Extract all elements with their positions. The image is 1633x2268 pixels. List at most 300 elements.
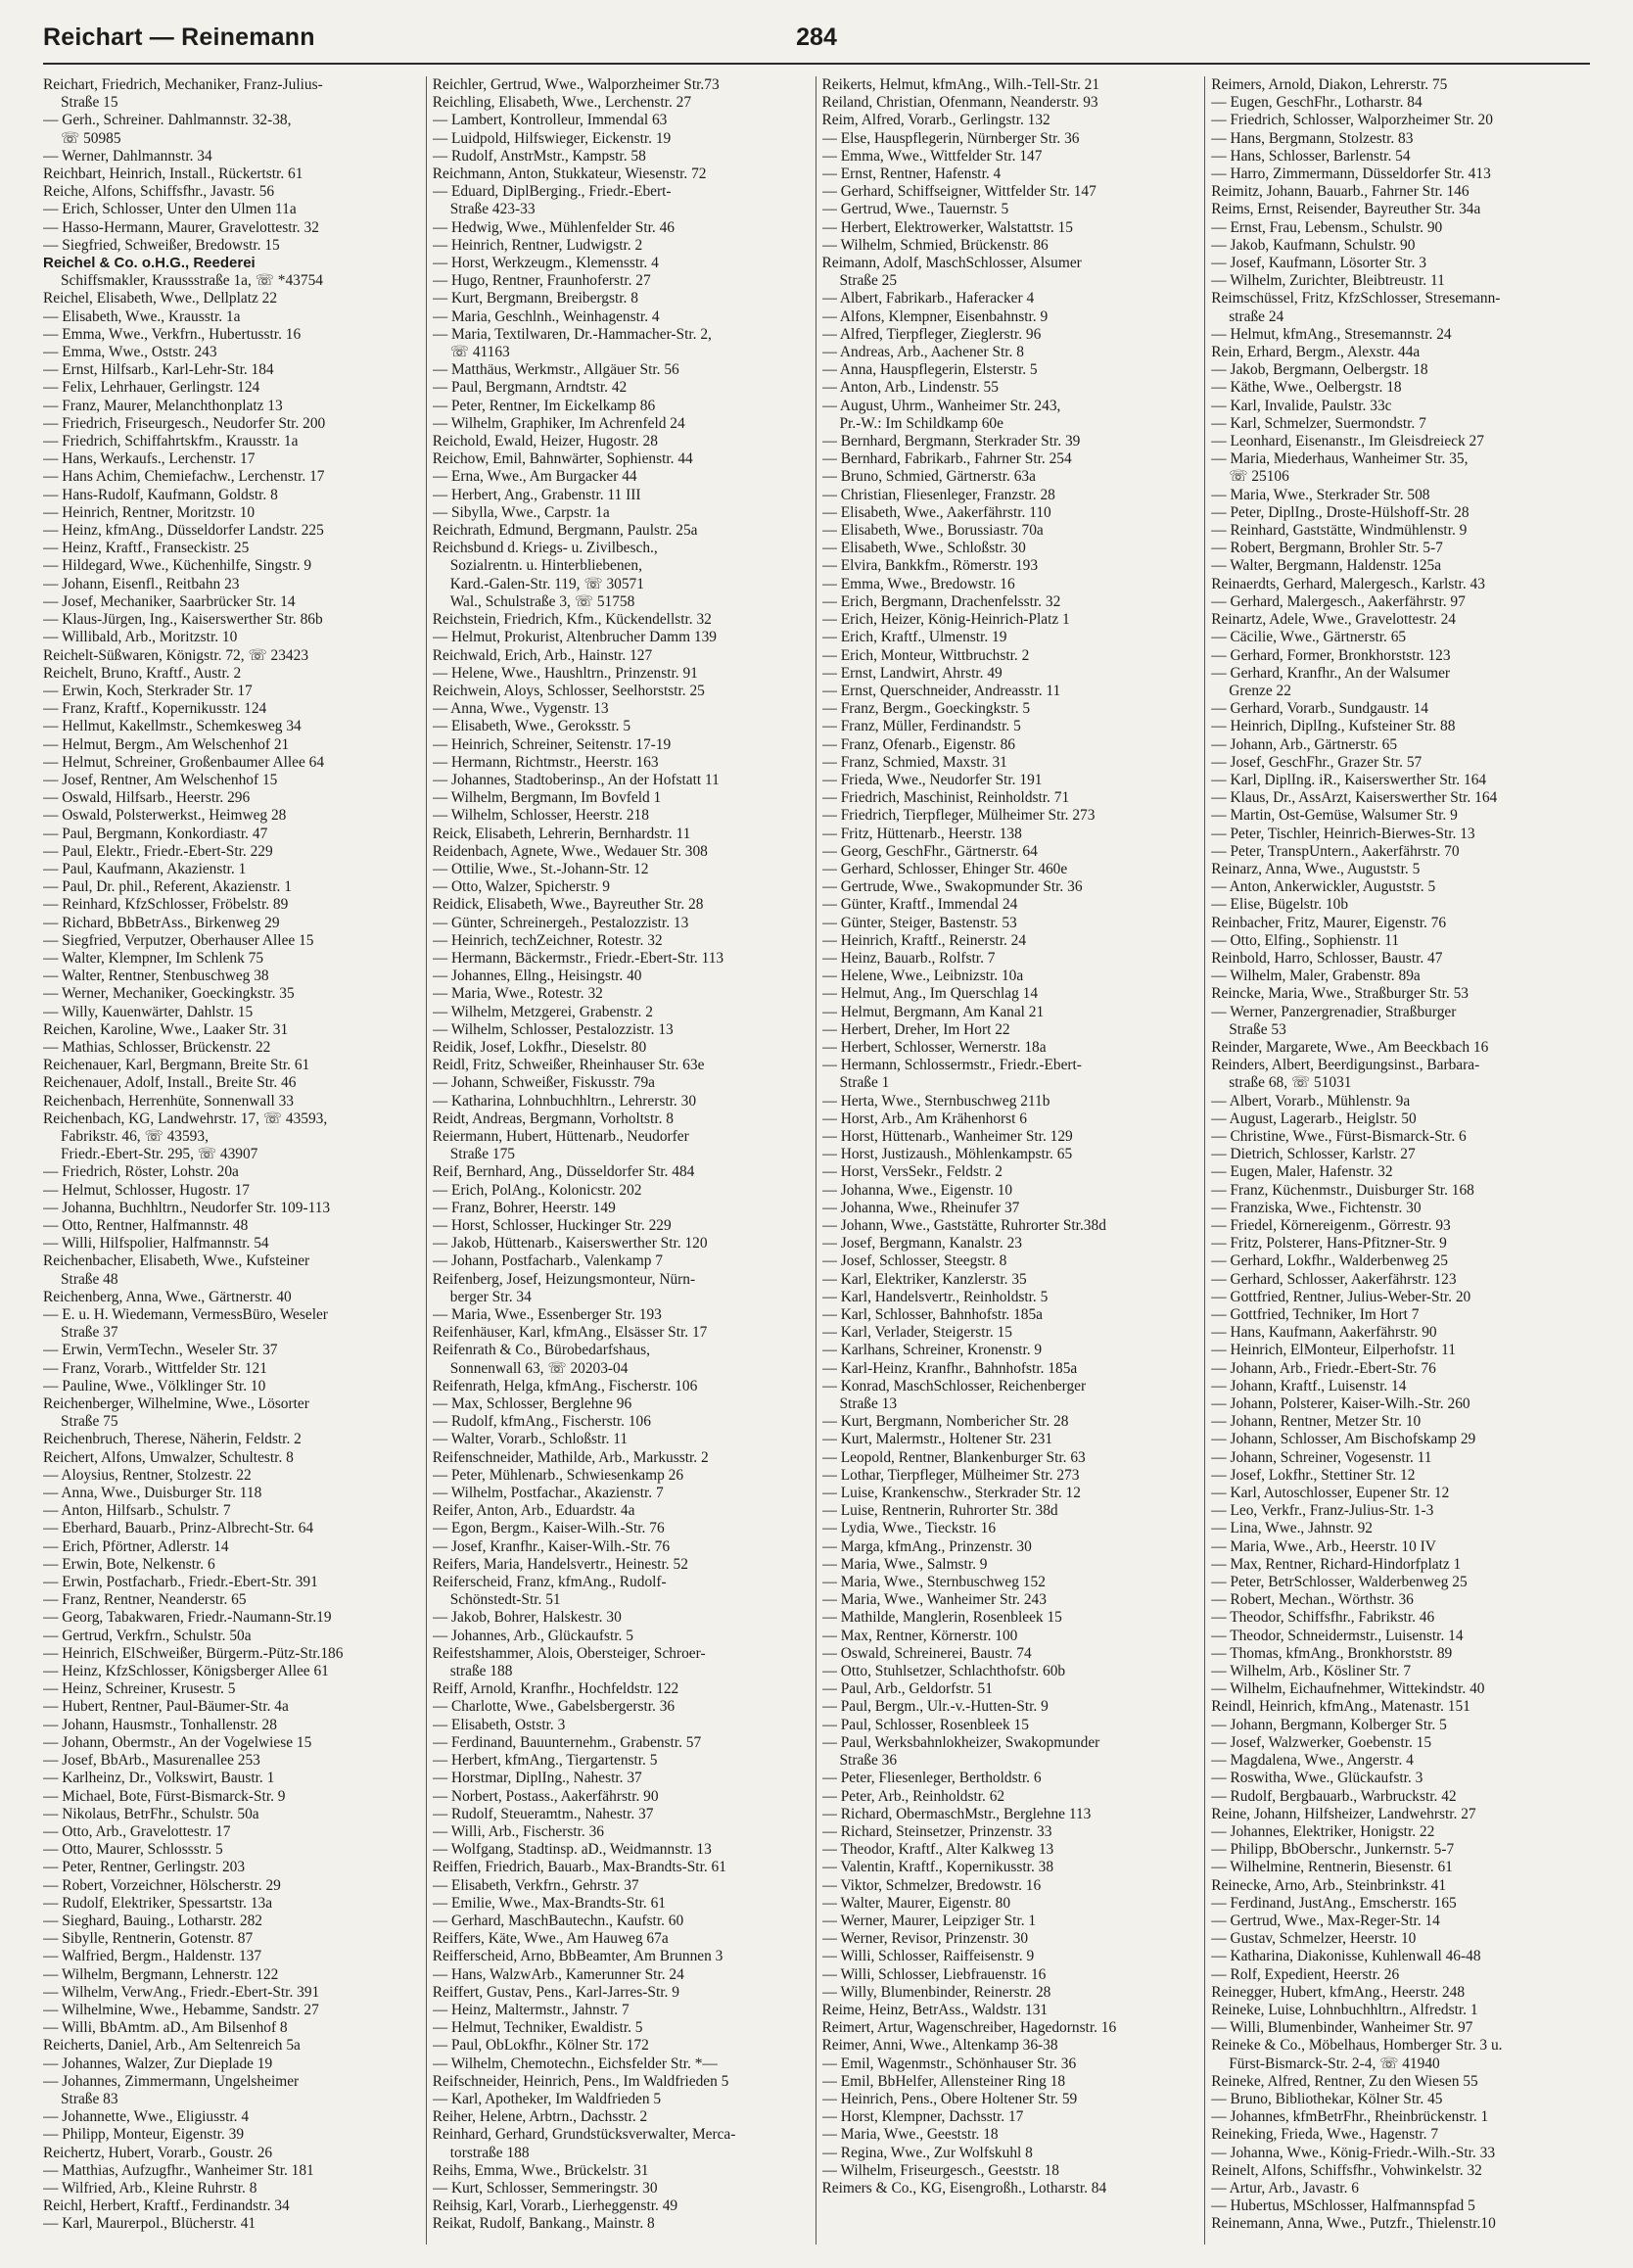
directory-entry: — Anton, Hilfsarb., Schulstr. 7 (43, 1502, 231, 1520)
directory-entry-continuation: straße 24 (1229, 307, 1284, 325)
directory-entry: — Franz, Bergm., Goeckingkstr. 5 (821, 700, 1031, 718)
directory-entry: — Emma, Wwe., Wittfelder Str. 147 (821, 147, 1043, 165)
directory-entry: — Jakob, Bohrer, Halskestr. 30 (432, 1609, 622, 1627)
directory-entry: Reichler, Gertrud, Wwe., Walporzheimer Str.73 (432, 76, 720, 93)
directory-entry: — Josef, Rentner, Am Welschenhof 15 (43, 771, 278, 788)
directory-entry: — Wilhelm, Schmied, Brückenstr. 86 (821, 236, 1049, 254)
directory-entry: — Lothar, Tierpfleger, Mülheimer Str. 273 (821, 1466, 1080, 1484)
directory-entry: — Anton, Arb., Lindenstr. 55 (821, 379, 999, 397)
directory-entry: — Andreas, Arb., Aachener Str. 8 (821, 344, 1024, 361)
page-number: 284 (796, 24, 837, 51)
directory-entry: — Bernhard, Fabrikarb., Fahrner Str. 254 (821, 450, 1072, 468)
directory-entry: — Mathilde, Manglerin, Rosenbleek 15 (821, 1609, 1062, 1627)
directory-entry: — Luidpold, Hilfswieger, Eickenstr. 19 (432, 129, 672, 147)
directory-entry: — Josef, Kaufmann, Lösorter Str. 3 (1211, 255, 1426, 272)
directory-entry: — Lina, Wwe., Jahnstr. 92 (1211, 1520, 1373, 1537)
directory-entry-continuation: Pr.-W.: Im Schildkamp 60e (839, 414, 1003, 432)
directory-entry: — Helmut, Prokurist, Altenbrucher Damm 139 (432, 629, 717, 646)
directory-entry: — Johann, Eisenfl., Reitbahn 23 (43, 575, 240, 592)
directory-entry: — Horstmar, DiplIng., Nahestr. 37 (432, 1770, 642, 1787)
directory-entry: — Bernhard, Bergmann, Sterkrader Str. 39 (821, 433, 1081, 450)
directory-entry: — Roswitha, Wwe., Glückaufstr. 3 (1211, 1770, 1423, 1787)
directory-entry: — Friedrich, Friseurgesch., Neudorfer Str. 200 (43, 414, 326, 432)
directory-entry: — Wilfried, Arb., Kleine Ruhrstr. 8 (43, 2179, 257, 2197)
directory-entry: — Franz, Bohrer, Heerstr. 149 (432, 1199, 616, 1216)
directory-entry: — Johannes, Walzer, Zur Dieplade 19 (43, 2055, 273, 2072)
directory-entry: Reichrath, Edmund, Bergmann, Paulstr. 25a (432, 522, 698, 540)
directory-entry: — Johannette, Wwe., Eligiusstr. 4 (43, 2108, 250, 2126)
directory-entry: — Gustav, Schmelzer, Heerstr. 10 (1211, 1930, 1417, 1948)
directory-entry: Reineke & Co., Möbelhaus, Homberger Str. 3 u. (1211, 2037, 1503, 2055)
directory-entry: — Erwin, Bote, Nelkenstr. 6 (43, 1555, 215, 1573)
directory-entry: Reichsbund d. Kriegs- u. Zivilbesch., (432, 540, 658, 557)
directory-entry: — Luise, Krankenschw., Sterkrader Str. 12 (821, 1485, 1081, 1502)
directory-entry: — Karl, Apotheker, Im Waldfrieden 5 (432, 2090, 662, 2107)
directory-entry: — Heinz, Bauarb., Rolfstr. 7 (821, 949, 996, 967)
directory-entry: — Willi, Arb., Fischerstr. 36 (432, 1822, 604, 1840)
directory-entry: Reichow, Emil, Bahnwärter, Sophienstr. 44 (432, 450, 693, 468)
directory-entry: — Günter, Steiger, Bastenstr. 53 (821, 914, 1017, 931)
directory-entry: — Hermann, Richtmstr., Heerstr. 163 (432, 753, 659, 771)
directory-entry-continuation: ☏ 25106 (1229, 468, 1289, 486)
directory-column-2 (426, 76, 816, 2244)
directory-entry: Reidick, Elisabeth, Wwe., Bayreuther Str. 28 (432, 896, 704, 914)
directory-entry-continuation: Straße 83 (61, 2090, 118, 2107)
directory-entry: Reiferscheid, Franz, kfmAng., Rudolf- (432, 1574, 667, 1591)
directory-entry: — Luise, Rentnerin, Ruhrorter Str. 38d (821, 1502, 1058, 1520)
page-header (43, 22, 1590, 65)
directory-entry: — Willy, Blumenbinder, Reinerstr. 28 (821, 1983, 1051, 2001)
directory-entry: — Johannes, Ellng., Heisingstr. 40 (432, 968, 642, 985)
directory-entry: Reims, Ernst, Reisender, Bayreuther Str. 34a (1211, 201, 1481, 218)
directory-entry-continuation: Kard.-Galen-Str. 119, ☏ 30571 (449, 575, 644, 592)
directory-entry: — Rolf, Expedient, Heerstr. 26 (1211, 1965, 1400, 1983)
directory-entry: — Paul, Arb., Geldorfstr. 51 (821, 1680, 993, 1698)
directory-entry: — Horst, Hüttenarb., Wanheimer Str. 129 (821, 1127, 1073, 1145)
directory-entry: — Ernst, Frau, Lebensm., Schulstr. 90 (1211, 218, 1443, 236)
directory-entry: — Erich, Kraftf., Ulmenstr. 19 (821, 629, 1007, 646)
directory-entry: — Wilhelm, Metzgerei, Grabenstr. 2 (432, 1003, 653, 1020)
directory-entry: — Johann, Schreiner, Vogesenstr. 11 (1211, 1448, 1432, 1466)
directory-entry: Reichbart, Heinrich, Install., Rückertstr. 61 (43, 165, 303, 183)
directory-entry: — Fritz, Hüttenarb., Heerstr. 138 (821, 825, 1022, 842)
directory-entry: — Wilhelm, Eichaufnehmer, Wittekindstr. 40 (1211, 1680, 1485, 1698)
directory-entry: — Werner, Mechaniker, Goeckingkstr. 35 (43, 985, 295, 1003)
directory-entry: — Heinrich, Rentner, Ludwigstr. 2 (432, 236, 643, 254)
directory-entry: — Heinrich, ElMonteur, Eilperhofstr. 11 (1211, 1342, 1456, 1359)
directory-entry: — Max, Rentner, Körnerstr. 100 (821, 1627, 1018, 1644)
directory-entry: — Erich, PolAng., Kolonicstr. 202 (432, 1181, 642, 1199)
directory-entry: — Gerhard, Schlosser, Aakerfährstr. 123 (1211, 1270, 1457, 1288)
directory-entry: — Sibylle, Rentnerin, Gotenstr. 87 (43, 1930, 254, 1948)
directory-entry-continuation: straße 188 (449, 1663, 513, 1680)
directory-entry: — August, Lagerarb., Heiglstr. 50 (1211, 1110, 1417, 1127)
directory-entry: — Max, Schlosser, Berglehne 96 (432, 1395, 632, 1413)
directory-entry: Rein, Erhard, Bergm., Alexstr. 44a (1211, 344, 1421, 361)
directory-entry: Reidik, Josef, Lokfhr., Dieselstr. 80 (432, 1038, 647, 1056)
directory-entry: — Elvira, Bankkfm., Römerstr. 193 (821, 557, 1039, 575)
directory-entry: — Anna, Wwe., Vygenstr. 13 (432, 700, 609, 718)
directory-entry: — Wilhelm, Maler, Grabenstr. 89a (1211, 968, 1421, 985)
directory-entry: — Kurt, Malermstr., Holtener Str. 231 (821, 1431, 1053, 1448)
directory-entry: — Josef, BbArb., Masurenallee 253 (43, 1752, 260, 1770)
directory-entry: — Heinz, Maltermstr., Jahnstr. 7 (432, 2001, 630, 2018)
directory-entry: — Karl, Verlader, Steigerstr. 15 (821, 1324, 1012, 1342)
directory-entry: — Heinrich, Pens., Obere Holtener Str. 59 (821, 2090, 1078, 2107)
directory-entry: — Gerhard, Kranfhr., An der Walsumer (1211, 664, 1451, 682)
directory-entry: — Ernst, Rentner, Hafenstr. 4 (821, 165, 1002, 183)
directory-entry: Reichl, Herbert, Kraftf., Ferdinandstr. 34 (43, 2197, 290, 2215)
directory-entry: — Hellmut, Kakellmstr., Schemkesweg 34 (43, 718, 302, 735)
directory-entry: — Otto, Rentner, Halfmannstr. 48 (43, 1217, 249, 1234)
directory-entry: Reim, Alfred, Vorarb., Gerlingstr. 132 (821, 112, 1050, 129)
directory-entry: Reimann, Adolf, MaschSchlosser, Alsumer (821, 255, 1082, 272)
directory-entry: — Willibald, Arb., Moritzstr. 10 (43, 629, 238, 646)
directory-entry: — Emil, BbHelfer, Allensteiner Ring 18 (821, 2072, 1066, 2090)
directory-entry: — Franz, Rentner, Neanderstr. 65 (43, 1591, 247, 1609)
directory-entry: — Helene, Wwe., Leibnizstr. 10a (821, 968, 1024, 985)
directory-entry: — Maria, Wwe., Wanheimer Str. 243 (821, 1591, 1047, 1609)
directory-entry: — Karl, DiplIng. iR., Kaiserswerther Str. 164 (1211, 771, 1487, 788)
directory-entry: — Josef, Lokfhr., Stettiner Str. 12 (1211, 1466, 1416, 1484)
directory-entry: — Hans, Bergmann, Stolzestr. 83 (1211, 129, 1414, 147)
directory-entry: — Franz, Müller, Ferdinandstr. 5 (821, 718, 1021, 735)
directory-entry: Reinders, Albert, Beerdigungsinst., Barbara- (1211, 1057, 1480, 1074)
directory-entry: Reifestshammer, Alois, Obersteiger, Schroer- (432, 1644, 706, 1662)
directory-entry: — Albert, Vorarb., Mühlenstr. 9a (1211, 1092, 1411, 1110)
directory-entry: — Eugen, Maler, Hafenstr. 32 (1211, 1163, 1393, 1181)
directory-entry: — Erich, Bergmann, Drachenfelsstr. 32 (821, 592, 1061, 610)
directory-entry: Reichenauer, Karl, Bergmann, Breite Str. 61 (43, 1057, 310, 1074)
directory-entry: — Valentin, Kraftf., Kopernikusstr. 38 (821, 1859, 1054, 1876)
directory-entry: — Johann, Schlosser, Am Bischofskamp 29 (1211, 1431, 1476, 1448)
directory-entry: — Siegfried, Schweißer, Bredowstr. 15 (43, 236, 280, 254)
directory-entry: — Kurt, Bergmann, Breibergstr. 8 (432, 290, 638, 307)
directory-entry: — Gerhard, Lokfhr., Walderbenweg 25 (1211, 1252, 1448, 1270)
directory-entry-continuation: ☏ 41163 (449, 344, 510, 361)
directory-entry: — Josef, Schlosser, Steegstr. 8 (821, 1252, 1007, 1270)
directory-entry: — Elise, Bügelstr. 10b (1211, 896, 1349, 914)
directory-entry-continuation: ☏ 50985 (61, 129, 121, 147)
directory-entry-continuation: Friedr.-Ebert-Str. 295, ☏ 43907 (61, 1146, 258, 1163)
directory-entry: — Hubertus, MSchlosser, Halfmannspfad 5 (1211, 2197, 1475, 2215)
directory-entry: — Felix, Lehrhauer, Gerlingstr. 124 (43, 379, 260, 397)
directory-entry: — Peter, Fliesenleger, Bertholdstr. 6 (821, 1770, 1042, 1787)
directory-entry-continuation: Straße 1 (839, 1074, 890, 1092)
directory-entry: — Helmut, Techniker, Ewaldistr. 5 (432, 2019, 643, 2037)
directory-entry: — Josef, Walzwerker, Goebenstr. 15 (1211, 1733, 1432, 1751)
directory-entry: Reichstein, Friedrich, Kfm., Kückendellstr. 32 (432, 611, 712, 629)
directory-entry: — Else, Hauspflegerin, Nürnberger Str. 36 (821, 129, 1080, 147)
directory-entry: — Leo, Verkfr., Franz-Julius-Str. 1-3 (1211, 1502, 1434, 1520)
directory-entry: Reichel & Co. o.H.G., Reederei (43, 255, 256, 272)
directory-entry: — Bruno, Schmied, Gärtnerstr. 63a (821, 468, 1036, 486)
directory-entry: — Robert, Mechan., Wörthstr. 36 (1211, 1591, 1414, 1609)
directory-entry: — Marga, kfmAng., Prinzenstr. 30 (821, 1537, 1032, 1555)
directory-entry: Reifers, Maria, Handelsvertr., Heinestr. 52 (432, 1555, 688, 1573)
directory-entry: — Josef, Mechaniker, Saarbrücker Str. 14 (43, 592, 296, 610)
directory-entry: Reichenbach, KG, Landwehrstr. 17, ☏ 43593, (43, 1110, 328, 1127)
directory-entry: — Pauline, Wwe., Völklinger Str. 10 (43, 1377, 266, 1394)
directory-entry: — Franz, Kraftf., Kopernikusstr. 124 (43, 700, 267, 718)
directory-entry: — Johann, Wwe., Gaststätte, Ruhrorter Str.38d (821, 1217, 1106, 1234)
directory-entry: — Gerhard, Schiffseigner, Wittfelder Str. 147 (821, 183, 1096, 201)
directory-column-1 (43, 76, 426, 2244)
directory-entry: — Josef, Kranfhr., Kaiser-Wilh.-Str. 76 (432, 1537, 671, 1555)
directory-entry: — Sibylla, Wwe., Carpstr. 1a (432, 503, 610, 521)
directory-entry: Reinemann, Anna, Wwe., Putzfr., Thielenstr.10 (1211, 2215, 1496, 2233)
directory-entry: — Otto, Arb., Gravelottestr. 17 (43, 1822, 231, 1840)
directory-entry: Reiffers, Käte, Wwe., Am Hauweg 67a (432, 1930, 669, 1948)
directory-entry: — Georg, GeschFhr., Gärtnerstr. 64 (821, 842, 1038, 860)
directory-entry: — Theodor, Kraftf., Alter Kalkweg 13 (821, 1841, 1054, 1859)
directory-entry-continuation: torstraße 188 (449, 2144, 530, 2161)
directory-entry: — Wilhelm, Zurichter, Bleibtreustr. 11 (1211, 272, 1445, 290)
directory-entry: Reicherts, Daniel, Arb., Am Seltenreich 5a (43, 2037, 301, 2055)
directory-entry: — Johann, Schweißer, Fiskusstr. 79a (432, 1074, 655, 1092)
directory-entry: Reincke, Maria, Wwe., Straßburger Str. 53 (1211, 985, 1469, 1003)
directory-entry: Reichmann, Anton, Stukkateur, Wiesenstr. 72 (432, 165, 707, 183)
directory-entry-continuation: berger Str. 34 (449, 1288, 532, 1305)
directory-entry: — Jakob, Hüttenarb., Kaiserswerther Str. 120 (432, 1235, 708, 1252)
directory-entry: — Karl, Elektriker, Kanzlerstr. 35 (821, 1270, 1027, 1288)
directory-entry: — Artur, Arb., Javastr. 6 (1211, 2179, 1359, 2197)
directory-entry-continuation: Grenze 22 (1229, 682, 1291, 699)
directory-entry: — Johann, Postfacharb., Valenkamp 7 (432, 1252, 663, 1270)
directory-entry: — Leopold, Rentner, Blankenburger Str. 63 (821, 1448, 1086, 1466)
directory-entry: — Willi, Schlosser, Liebfrauenstr. 16 (821, 1965, 1047, 1983)
directory-entry: — Gerhard, Vorarb., Sundgaustr. 14 (1211, 700, 1428, 718)
directory-entry-continuation: Straße 37 (61, 1324, 118, 1342)
directory-entry: — Franz, Maurer, Melanchthonplatz 13 (43, 397, 283, 414)
directory-entry: — Ernst, Hilfsarb., Karl-Lehr-Str. 184 (43, 361, 274, 379)
directory-entry: Reimschüssel, Fritz, KfzSchlosser, Stresemann- (1211, 290, 1501, 307)
directory-entry: — Wilhelm, VerwAng., Friedr.-Ebert-Str. 391 (43, 1983, 320, 2001)
directory-entry: — Peter, Mühlenarb., Schwiesenkamp 26 (432, 1466, 684, 1484)
directory-entry: — Erwin, Koch, Sterkrader Str. 17 (43, 682, 253, 699)
directory-entry: — Wolfgang, Stadtinsp. aD., Weidmannstr. 13 (432, 1841, 712, 1859)
directory-entry: Reinarz, Anna, Wwe., Auguststr. 5 (1211, 860, 1421, 877)
directory-entry-continuation: Straße 13 (839, 1395, 898, 1413)
directory-entry: Reifferscheid, Arno, BbBeamter, Am Brunnen 3 (432, 1948, 723, 1965)
directory-entry: — Rudolf, AnstrMstr., Kampstr. 58 (432, 147, 646, 165)
directory-entry: Reinaerdts, Gerhard, Malergesch., Karlstr. 43 (1211, 575, 1485, 592)
directory-entry: — Ferdinand, JustAng., Emscherstr. 165 (1211, 1894, 1457, 1912)
directory-entry: — Paul, ObLokfhr., Kölner Str. 172 (432, 2037, 649, 2055)
directory-entry: Reinecke, Arno, Arb., Steinbrinkstr. 41 (1211, 1876, 1447, 1894)
directory-entry: — Klaus, Dr., AssArzt, Kaiserswerther Str. 164 (1211, 789, 1498, 807)
directory-entry: — Johannes, Stadtoberinsp., An der Hofstatt 11 (432, 771, 720, 788)
directory-entry: — Helmut, Bergm., Am Welschenhof 21 (43, 735, 290, 753)
directory-entry: — Anna, Hauspflegerin, Elsterstr. 5 (821, 361, 1038, 379)
directory-entry: Reimers & Co., KG, Eisengroßh., Lotharstr. 84 (821, 2179, 1107, 2197)
directory-entry: — Herbert, Schlosser, Wernerstr. 18a (821, 1038, 1047, 1056)
directory-entry: — Gottfried, Techniker, Im Hort 7 (1211, 1306, 1420, 1324)
directory-entry: Reifenschneider, Mathilde, Arb., Markusstr. 2 (432, 1448, 709, 1466)
directory-entry: Reimer, Anni, Wwe., Altenkamp 36-38 (821, 2037, 1058, 2055)
directory-entry: — Wilhelm, Chemotechn., Eichsfelder Str. *— (432, 2055, 718, 2072)
directory-entry: — Ernst, Landwirt, Ahrstr. 49 (821, 664, 1003, 682)
directory-entry: — Gertrude, Wwe., Swakopmunder Str. 36 (821, 878, 1083, 896)
directory-entry: — Erwin, Postfacharb., Friedr.-Ebert-Str. 391 (43, 1574, 318, 1591)
directory-entry: Reifenrath, Helga, kfmAng., Fischerstr. 106 (432, 1377, 698, 1394)
directory-entry: Reifschneider, Heinrich, Pens., Im Waldfrieden 5 (432, 2072, 729, 2090)
directory-entry: — Robert, Bergmann, Brohler Str. 5-7 (1211, 540, 1443, 557)
directory-entry: — Elisabeth, Wwe., Schloßstr. 30 (821, 540, 1026, 557)
directory-entry: — Otto, Walzer, Spicherstr. 9 (432, 878, 610, 896)
directory-entry: — Heinrich, Rentner, Moritzstr. 10 (43, 503, 256, 521)
directory-entry: — Richard, ObermaschMstr., Berglehne 113 (821, 1805, 1092, 1822)
directory-entry: — Franz, Vorarb., Wittfelder Str. 121 (43, 1359, 267, 1377)
directory-entry: Reichertz, Hubert, Vorarb., Goustr. 26 (43, 2144, 273, 2161)
directory-entry: — Hubert, Rentner, Paul-Bäumer-Str. 4a (43, 1698, 289, 1716)
directory-entry: — Philipp, Monteur, Eigenstr. 39 (43, 2126, 245, 2144)
directory-entry: — Anna, Wwe., Duisburger Str. 118 (43, 1485, 262, 1502)
directory-entry: Reichwald, Erich, Arb., Hainstr. 127 (432, 646, 653, 664)
directory-entry: — Albert, Fabrikarb., Haferacker 4 (821, 290, 1035, 307)
directory-entry: — Harro, Zimmermann, Düsseldorfer Str. 413 (1211, 165, 1491, 183)
directory-entry: — Friedel, Körnereigenm., Görrestr. 93 (1211, 1217, 1451, 1234)
directory-entry: — Walfried, Bergm., Haldenstr. 137 (43, 1948, 262, 1965)
directory-entry: Reinbacher, Fritz, Maurer, Eigenstr. 76 (1211, 914, 1447, 931)
directory-entry: — Norbert, Postass., Aakerfährstr. 90 (432, 1787, 659, 1805)
directory-columns (43, 76, 1594, 2244)
directory-entry: — Elisabeth, Oststr. 3 (432, 1716, 566, 1733)
directory-entry: — Peter, BetrSchlosser, Walderbenweg 25 (1211, 1574, 1468, 1591)
directory-entry: — Fritz, Polsterer, Hans-Pfitzner-Str. 9 (1211, 1235, 1447, 1252)
directory-entry: Reichenbach, Herrenhüte, Sonnenwall 33 (43, 1092, 294, 1110)
directory-entry: — Josef, GeschFhr., Grazer Str. 57 (1211, 753, 1423, 771)
directory-entry: — Elisabeth, Verkfrn., Gehrstr. 37 (432, 1876, 639, 1894)
directory-entry: — Hasso-Hermann, Maurer, Gravelottestr. 32 (43, 218, 319, 236)
directory-entry: Reichert, Alfons, Umwalzer, Schultestr. 8 (43, 1448, 294, 1466)
directory-entry: — Maria, Wwe., Sternbuschweg 152 (821, 1574, 1046, 1591)
directory-entry: — Wilhelm, Postfachar., Akazienstr. 7 (432, 1485, 664, 1502)
directory-entry: — Nikolaus, BetrFhr., Schulstr. 50a (43, 1805, 259, 1822)
directory-entry-continuation: Straße 53 (1229, 1020, 1286, 1038)
directory-entry: — Bruno, Bibliothekar, Kölner Str. 45 (1211, 2090, 1443, 2107)
directory-entry: — Maria, Wwe., Sterkrader Str. 508 (1211, 486, 1430, 503)
directory-entry: — Hans Achim, Chemiefachw., Lerchenstr. 17 (43, 468, 325, 486)
directory-entry: — Peter, Tischler, Heinrich-Bierwes-Str. 13 (1211, 825, 1475, 842)
directory-entry-continuation: Sozialrentn. u. Hinterbliebenen, (449, 557, 642, 575)
directory-entry: — Friedrich, Schiffahrtskfm., Krausstr. 1a (43, 433, 299, 450)
directory-entry: — Regina, Wwe., Zur Wolfskuhl 8 (821, 2144, 1033, 2161)
directory-entry: — Maria, Wwe., Essenberger Str. 193 (432, 1306, 662, 1324)
directory-entry: — Eugen, GeschFhr., Lotharstr. 84 (1211, 94, 1423, 112)
directory-entry: — Reinhard, KfzSchlosser, Fröbelstr. 89 (43, 896, 289, 914)
directory-entry: Reineke, Luise, Lohnbuchhltrn., Alfredstr. 1 (1211, 2001, 1478, 2018)
directory-entry: — Paul, Werksbahnlokheizer, Swakopmunder (821, 1733, 1100, 1751)
directory-entry: — Rudolf, Steueramtm., Nahestr. 37 (432, 1805, 654, 1822)
directory-entry: — Katharina, Diakonisse, Kuhlenwall 46-48 (1211, 1948, 1481, 1965)
directory-entry: — Gerh., Schreiner. Dahlmannstr. 32-38, (43, 112, 292, 129)
directory-entry-continuation: Fabrikstr. 46, ☏ 43593, (61, 1127, 209, 1145)
directory-entry: — Aloysius, Rentner, Stolzestr. 22 (43, 1466, 252, 1484)
directory-entry: — Kurt, Schlosser, Semmeringstr. 30 (432, 2179, 658, 2197)
directory-entry: — Walter, Maurer, Eigenstr. 80 (821, 1894, 1011, 1912)
directory-entry: — Heinz, KfzSchlosser, Königsberger Allee 61 (43, 1663, 329, 1680)
directory-entry-continuation: Straße 25 (839, 272, 898, 290)
directory-entry: Reineking, Frieda, Wwe., Hagenstr. 7 (1211, 2126, 1439, 2144)
directory-entry: — Hermann, Schlossermstr., Friedr.-Ebert- (821, 1057, 1082, 1074)
directory-entry: Reinelt, Alfons, Schiffsfhr., Vohwinkelstr. 32 (1211, 2161, 1482, 2179)
directory-entry-continuation: Straße 423-33 (449, 201, 536, 218)
directory-entry: — Maria, Wwe., Rotestr. 32 (432, 985, 603, 1003)
directory-entry: — Karl, Schlosser, Bahnhofstr. 185a (821, 1306, 1044, 1324)
directory-entry: — Wilhelm, Friseurgesch., Geeststr. 18 (821, 2161, 1059, 2179)
directory-entry: — Lambert, Kontrolleur, Immendal 63 (432, 112, 668, 129)
directory-entry: — Theodor, Schiffsfhr., Fabrikstr. 46 (1211, 1609, 1435, 1627)
directory-entry: — Paul, Bergmann, Konkordiastr. 47 (43, 825, 268, 842)
directory-entry: — Leonhard, Eisenanstr., Im Gleisdreieck 27 (1211, 433, 1484, 450)
directory-entry: Reiffert, Gustav, Pens., Karl-Jarres-Str. 9 (432, 1983, 679, 2001)
directory-entry: Reinbold, Harro, Schlosser, Baustr. 47 (1211, 949, 1443, 967)
directory-entry: — Werner, Maurer, Leipziger Str. 1 (821, 1912, 1037, 1929)
directory-entry: Reifenhäuser, Karl, kfmAng., Elsässer Str. 17 (432, 1324, 708, 1342)
directory-entry: — Heinz, kfmAng., Düsseldorfer Landstr. 225 (43, 522, 324, 540)
directory-entry: — Elisabeth, Wwe., Borussiastr. 70a (821, 522, 1044, 540)
directory-entry: — Gertrud, Wwe., Max-Reger-Str. 14 (1211, 1912, 1440, 1929)
directory-entry: — Erich, Pförtner, Adlerstr. 14 (43, 1537, 229, 1555)
directory-entry: Reichenberger, Wilhelmine, Wwe., Lösorter (43, 1395, 309, 1413)
directory-entry: — Mathias, Schlosser, Brückenstr. 22 (43, 1038, 271, 1056)
directory-entry: — Karl, Invalide, Paulstr. 33c (1211, 397, 1392, 414)
directory-entry: — Maria, Textilwaren, Dr.-Hammacher-Str. 2, (432, 325, 712, 343)
directory-entry: — Magdalena, Wwe., Angerstr. 4 (1211, 1752, 1414, 1770)
directory-entry: Reiermann, Hubert, Hüttenarb., Neudorfer (432, 1127, 689, 1145)
directory-entry: — Emma, Wwe., Oststr. 243 (43, 344, 217, 361)
directory-entry: — Franz, Ofenarb., Eigenstr. 86 (821, 735, 1015, 753)
directory-entry-continuation: Straße 75 (61, 1413, 118, 1431)
directory-entry: — Franz, Schmied, Maxstr. 31 (821, 753, 1007, 771)
directory-entry: — Johannes, kfmBetrFhr., Rheinbrückenstr. 1 (1211, 2108, 1489, 2126)
directory-entry: — Gerhard, Former, Bronkhorststr. 123 (1211, 646, 1451, 664)
directory-entry: — Anton, Ankerwickler, Auguststr. 5 (1211, 878, 1436, 896)
directory-entry: — Horst, Arb., Am Krähenhorst 6 (821, 1110, 1027, 1127)
directory-entry: — Johann, Arb., Friedr.-Ebert-Str. 76 (1211, 1359, 1436, 1377)
directory-entry: Reidt, Andreas, Bergmann, Vorholtstr. 8 (432, 1110, 674, 1127)
directory-entry: — Karlhans, Schreiner, Kronenstr. 9 (821, 1342, 1043, 1359)
directory-entry: — Helmut, Schreiner, Großenbaumer Allee 64 (43, 753, 325, 771)
directory-entry: — Wilhelmine, Wwe., Hebamme, Sandstr. 27 (43, 2001, 319, 2018)
directory-entry: — Johann, Hausmstr., Tonhallenstr. 28 (43, 1716, 277, 1733)
directory-entry: — Heinz, Schreiner, Krusestr. 5 (43, 1680, 236, 1698)
directory-entry: — Johanna, Wwe., Eigenstr. 10 (821, 1181, 1013, 1199)
directory-entry: — Hans, WalzwArb., Kamerunner Str. 24 (432, 1965, 684, 1983)
directory-entry: — Oswald, Polsterwerkst., Heimweg 28 (43, 807, 287, 825)
directory-entry: Reifenberg, Josef, Heizungsmonteur, Nürn- (432, 1270, 696, 1288)
directory-entry-continuation: Wal., Schulstraße 3, ☏ 51758 (449, 592, 635, 610)
directory-entry: Reiche, Alfons, Schiffsfhr., Javastr. 56 (43, 183, 275, 201)
directory-entry: — Heinrich, DiplIng., Kufsteiner Str. 88 (1211, 718, 1456, 735)
directory-entry: — Jakob, Kaufmann, Schulstr. 90 (1211, 236, 1416, 254)
directory-entry: — Sieghard, Bauing., Lotharstr. 282 (43, 1912, 262, 1929)
directory-entry: — Johann, Polsterer, Kaiser-Wilh.-Str. 260 (1211, 1395, 1470, 1413)
directory-entry: — Friedrich, Röster, Lohstr. 20a (43, 1163, 239, 1181)
directory-entry: — Emilie, Wwe., Max-Brandts-Str. 61 (432, 1894, 666, 1912)
directory-entry: Reimitz, Johann, Bauarb., Fahrner Str. 146 (1211, 183, 1470, 201)
directory-entry: — Günter, Schreinergeh., Pestalozzistr. 13 (432, 914, 689, 931)
directory-entry: Reichwein, Aloys, Schlosser, Seelhorststr. 25 (432, 682, 705, 699)
directory-entry: — Johann, Obermstr., An der Vogelwiese 15 (43, 1733, 312, 1751)
directory-entry: — Dietrich, Schlosser, Karlstr. 27 (1211, 1146, 1416, 1163)
directory-entry: — Friedrich, Maschinist, Reinholdstr. 71 (821, 789, 1070, 807)
directory-entry: — Walter, Rentner, Stenbuschweg 38 (43, 968, 269, 985)
directory-entry: — Karl, Schmelzer, Suermondstr. 7 (1211, 414, 1426, 432)
directory-entry: — Viktor, Schmelzer, Bredowstr. 16 (821, 1876, 1042, 1894)
directory-entry: Reinhard, Gerhard, Grundstücksverwalter, Merca- (432, 2126, 736, 2144)
